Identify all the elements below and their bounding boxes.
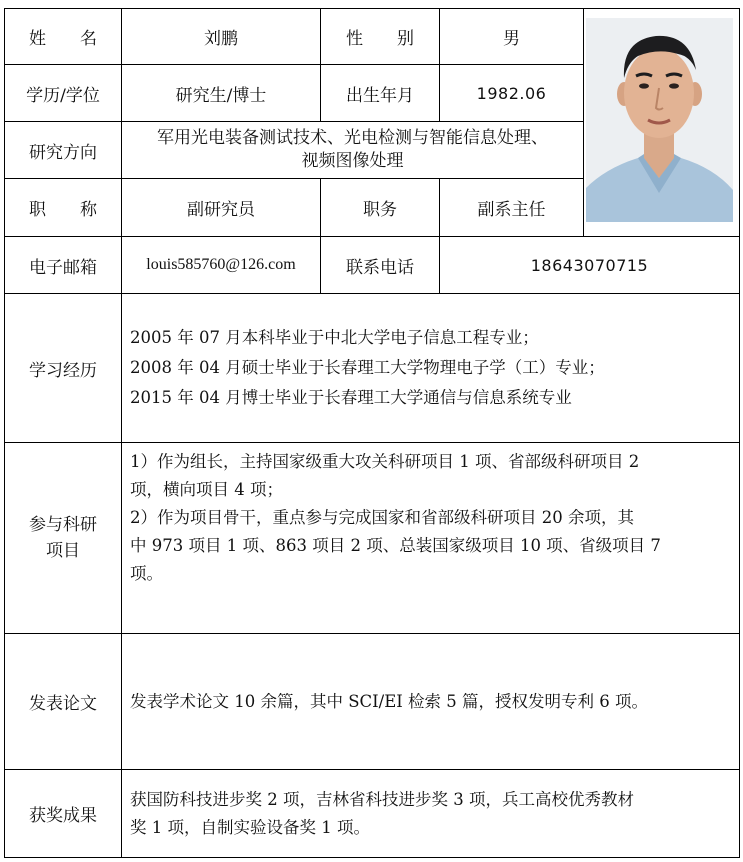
awards-content (121, 769, 740, 858)
projects-line: 项。 (130, 564, 163, 583)
research-line-2: 视频图像处理 (301, 151, 404, 171)
gender-value (439, 8, 584, 65)
awards-label-text: 获奖成果 (29, 806, 97, 826)
papers-label-text: 发表论文 (29, 694, 97, 714)
title-text: 副研究员 (187, 200, 255, 220)
degree-value (121, 64, 321, 122)
projects-line: 中 973 项目 1 项、863 项目 2 项、总装国家级项目 10 项、省级项目 7 (130, 536, 661, 555)
education-line: 2005 年 07 月本科毕业于中北大学电子信息工程专业； (130, 328, 539, 347)
name-label (4, 8, 122, 65)
projects-label-line-1: 参与科研 (29, 515, 97, 535)
education-line: 2008 年 04 月硕士毕业于长春理工大学物理电子学（工）专业； (130, 358, 605, 377)
email-label (4, 236, 122, 294)
projects-line: 1）作为组长，主持国家级重大攻关科研项目 1 项、省部级科研项目 2 (130, 452, 640, 471)
email-text: louis585760@126.com (146, 256, 296, 273)
awards-line: 获国防科技进步奖 2 项，吉林省科技进步奖 3 项，兵工高校优秀教材 (130, 789, 634, 809)
phone-label-text: 联系电话 (346, 257, 414, 278)
post-label-text: 职务 (363, 200, 397, 220)
email-value (121, 236, 321, 294)
title-value (121, 178, 321, 237)
birth-text: 1982.06 (476, 83, 547, 103)
gender-label-text: 性 别 (346, 29, 414, 49)
email-label-text: 电子邮箱 (29, 257, 97, 278)
phone-label (320, 236, 440, 294)
projects-line: 2）作为项目骨干，重点参与完成国家和省部级科研项目 20 余项，其 (130, 508, 634, 527)
education-line: 2015 年 04 月博士毕业于长春理工大学通信与信息系统专业 (130, 388, 572, 407)
post-label (320, 178, 440, 237)
research-value (121, 121, 584, 179)
projects-line: 项，横向项目 4 项； (130, 480, 283, 499)
degree-label-text: 学历/学位 (26, 85, 100, 106)
projects-content (121, 442, 740, 634)
portrait-photo (586, 18, 733, 222)
education-label (4, 293, 122, 443)
phone-value (439, 236, 740, 294)
birth-value (439, 64, 584, 122)
degree-text: 研究生/博士 (175, 85, 267, 106)
projects-label-line-2: 项目 (46, 541, 80, 561)
papers-content (121, 633, 740, 770)
birth-label (320, 64, 440, 122)
research-label (4, 121, 122, 179)
degree-label (4, 64, 122, 122)
name-label-text: 姓 名 (29, 29, 97, 49)
post-text: 副系主任 (477, 200, 546, 220)
research-label-text: 研究方向 (29, 142, 97, 163)
title-label-text: 职 称 (29, 200, 97, 220)
name-value (121, 8, 321, 65)
gender-label (320, 8, 440, 65)
phone-text: 18643070715 (530, 255, 649, 275)
papers-label (4, 633, 122, 770)
birth-label-text: 出生年月 (346, 85, 414, 106)
education-content (121, 293, 740, 443)
research-line-1: 军用光电装备测试技术、光电检测与智能信息处理、 (157, 128, 548, 148)
name-text: 刘鹏 (204, 29, 238, 49)
education-label-text: 学习经历 (29, 360, 97, 381)
post-value (439, 178, 584, 237)
portrait-image (586, 18, 733, 222)
awards-label (4, 769, 122, 858)
gender-text: 男 (503, 29, 520, 49)
papers-text: 发表学术论文 10 余篇，其中 SCI/EI 检索 5 篇，授权发明专利 6 项。 (130, 691, 649, 711)
awards-line: 奖 1 项，自制实验设备奖 1 项。 (130, 817, 370, 837)
title-label (4, 178, 122, 237)
projects-label (4, 442, 122, 634)
